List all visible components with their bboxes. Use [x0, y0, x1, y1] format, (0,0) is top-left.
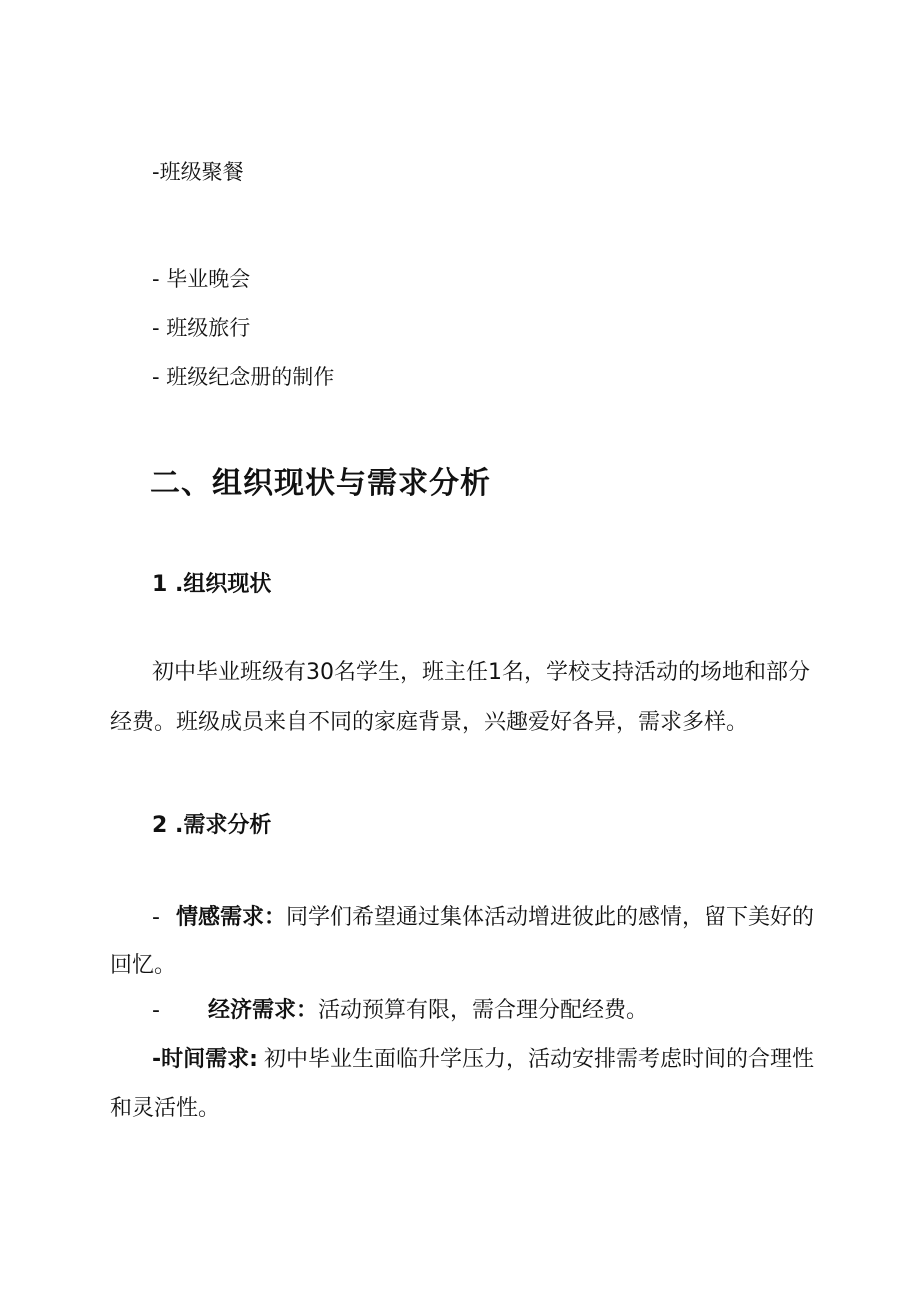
section-heading: 二、组织现状与需求分析 — [150, 466, 491, 501]
need-item-emotional — [152, 905, 814, 931]
list-item-class-trip: - 班级旅行 — [152, 316, 251, 340]
list-item-class-dinner: -班级聚餐 — [152, 160, 244, 184]
subsection-title-current-status: 1 .组织现状 — [152, 572, 272, 597]
need-label: 情感需求： — [175, 905, 286, 930]
need-item-emotional-continued: 回忆。 — [110, 953, 177, 978]
bullet-dash: - — [152, 905, 160, 930]
need-text: 活动预算有限，需合理分配经费。 — [317, 998, 648, 1023]
subsection-title-needs-analysis: 2 .需求分析 — [152, 813, 272, 838]
need-label: 经济需求： — [207, 998, 318, 1023]
list-item-class-yearbook: - 班级纪念册的制作 — [152, 365, 335, 389]
need-item-economic — [152, 998, 648, 1024]
bullet-dash: - — [152, 998, 160, 1023]
need-text: 初中毕业生面临升学压力，活动安排需考虑时间的合理性 — [263, 1047, 814, 1072]
need-label: -时间需求: — [152, 1047, 258, 1072]
paragraph-line: 经费。班级成员来自不同的家庭背景，兴趣爱好各异，需求多样。 — [110, 710, 749, 735]
need-item-time — [152, 1047, 814, 1073]
paragraph-line: 初中毕业班级有30名学生，班主任1名，学校支持活动的场地和部分 — [152, 660, 810, 685]
list-item-graduation-party: - 毕业晚会 — [152, 267, 251, 291]
need-item-time-continued: 和灵活性。 — [110, 1096, 221, 1121]
need-text: 同学们希望通过集体活动增进彼此的感情，留下美好的 — [285, 905, 814, 930]
